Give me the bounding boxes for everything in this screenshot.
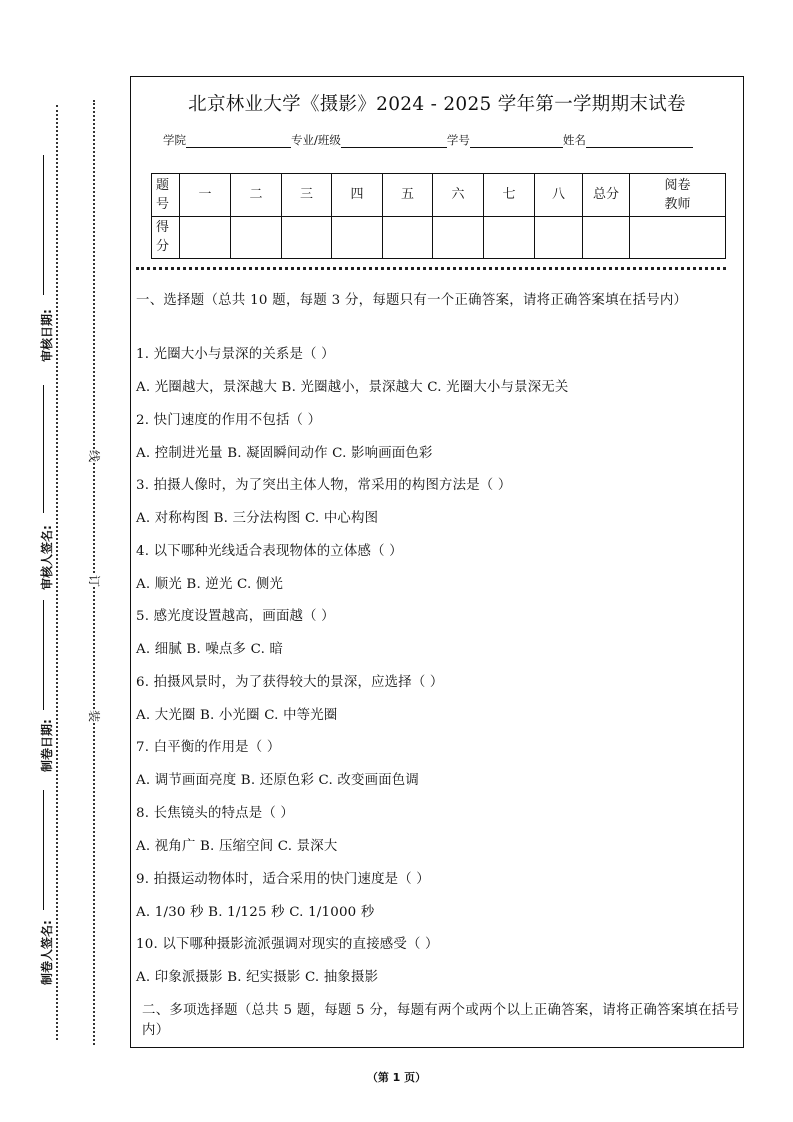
question-2-options: A. 控制进光量 B. 凝固瞬间动作 C. 影响画面色彩 [136, 446, 433, 461]
question-3-options: A. 对称构图 B. 三分法构图 C. 中心构图 [136, 511, 379, 526]
question-9-options: A. 1/30 秒 B. 1/125 秒 C. 1/1000 秒 [136, 905, 375, 920]
seal-char-zhuang: 装 [87, 709, 102, 723]
exam-title: 北京林业大学《摄影》2024 - 2025 学年第一学期期末试卷 [188, 94, 686, 115]
table-col-6: 六 [433, 174, 484, 217]
table-col-total: 总分 [583, 174, 630, 217]
make-date-line [43, 600, 44, 710]
name-field[interactable] [586, 134, 693, 148]
college-label: 学院 [163, 133, 186, 147]
question-7-options: A. 调节画面亮度 B. 还原色彩 C. 改变画面色调 [136, 773, 419, 788]
make-date-label: 制卷日期: [40, 719, 54, 772]
score-cell[interactable] [231, 216, 282, 259]
score-table-header-row [152, 174, 726, 217]
seal-dotted-line [93, 100, 95, 1045]
table-col-7: 七 [484, 174, 535, 217]
section1-heading: 一、选择题（总共 10 题，每题 3 分，每题只有一个正确答案，请将正确答案填在括号内） [136, 293, 688, 308]
reviewer-sign-label: 审核人签名: [40, 525, 54, 590]
college-field[interactable] [186, 134, 291, 148]
question-8-options: A. 视角广 B. 压缩空间 C. 景深大 [136, 839, 338, 854]
header-separator [136, 267, 726, 270]
table-col-2: 二 [231, 174, 282, 217]
score-cell[interactable] [583, 216, 630, 259]
score-cell[interactable] [535, 216, 583, 259]
question-5-options: A. 细腻 B. 噪点多 C. 暗 [136, 642, 284, 657]
student-id-label: 学号 [446, 133, 470, 147]
major-class-label: 专业/班级 [291, 133, 341, 147]
score-cell[interactable] [484, 216, 535, 259]
question-5: 5. 感光度设置越高，画面越（ ） [136, 609, 335, 624]
question-4: 4. 以下哪种光线适合表现物体的立体感（ ） [136, 544, 403, 559]
review-date-label: 审核日期: [40, 309, 54, 362]
question-3: 3. 拍摄人像时，为了突出主体人物，常采用的构图方法是（ ） [136, 478, 512, 493]
score-table-score-row [152, 216, 726, 259]
question-6-options: A. 大光圈 B. 小光圈 C. 中等光圈 [136, 708, 338, 723]
question-1: 1. 光圈大小与景深的关系是（ ） [136, 347, 335, 362]
review-date-line [43, 155, 44, 295]
student-info-row [163, 132, 693, 148]
score-cell[interactable] [332, 216, 383, 259]
question-7: 7. 白平衡的作用是（ ） [136, 740, 281, 755]
table-col-4: 四 [332, 174, 383, 217]
seal-char-xian: 线 [87, 449, 102, 463]
name-label: 姓名 [562, 133, 586, 147]
score-cell[interactable] [383, 216, 433, 259]
question-8: 8. 长焦镜头的特点是（ ） [136, 806, 294, 821]
score-table [151, 173, 726, 259]
question-10: 10. 以下哪种摄影流派强调对现实的直接感受（ ） [136, 937, 439, 952]
table-row-head: 题号 [152, 174, 180, 217]
reviewer-sign-line [43, 385, 44, 513]
score-cell[interactable] [180, 216, 231, 259]
table-col-1: 一 [180, 174, 231, 217]
question-1-options: A. 光圈越大，景深越大 B. 光圈越小，景深越大 C. 光圈大小与景深无关 [136, 380, 569, 395]
major-class-field[interactable] [341, 134, 447, 148]
question-9: 9. 拍摄运动物体时，适合采用的快门速度是（ ） [136, 872, 430, 887]
table-col-grader: 阅卷教师 [630, 174, 726, 217]
table-col-3: 三 [282, 174, 332, 217]
page-number: （第 1 页） [366, 1071, 427, 1084]
section2-heading: 二、多项选择题（总共 5 题，每题 5 分，每题有两个或两个以上正确答案，请将正确答案填在括号内） [142, 1003, 740, 1038]
left-dotted-line [56, 105, 58, 1040]
table-col-5: 五 [383, 174, 433, 217]
score-cell[interactable] [630, 216, 726, 259]
seal-char-ding: 订 [87, 574, 102, 588]
question-6: 6. 拍摄风景时，为了获得较大的景深，应选择（ ） [136, 675, 444, 690]
question-10-options: A. 印象派摄影 B. 纪实摄影 C. 抽象摄影 [136, 970, 379, 985]
question-2: 2. 快门速度的作用不包括（ ） [136, 413, 322, 428]
score-cell[interactable] [282, 216, 332, 259]
maker-sign-label: 制卷人签名: [40, 920, 54, 985]
table-row-head: 得分 [152, 216, 180, 259]
maker-sign-line [43, 790, 44, 910]
student-id-field[interactable] [470, 134, 563, 148]
table-col-8: 八 [535, 174, 583, 217]
question-4-options: A. 顺光 B. 逆光 C. 侧光 [136, 577, 284, 592]
score-cell[interactable] [433, 216, 484, 259]
